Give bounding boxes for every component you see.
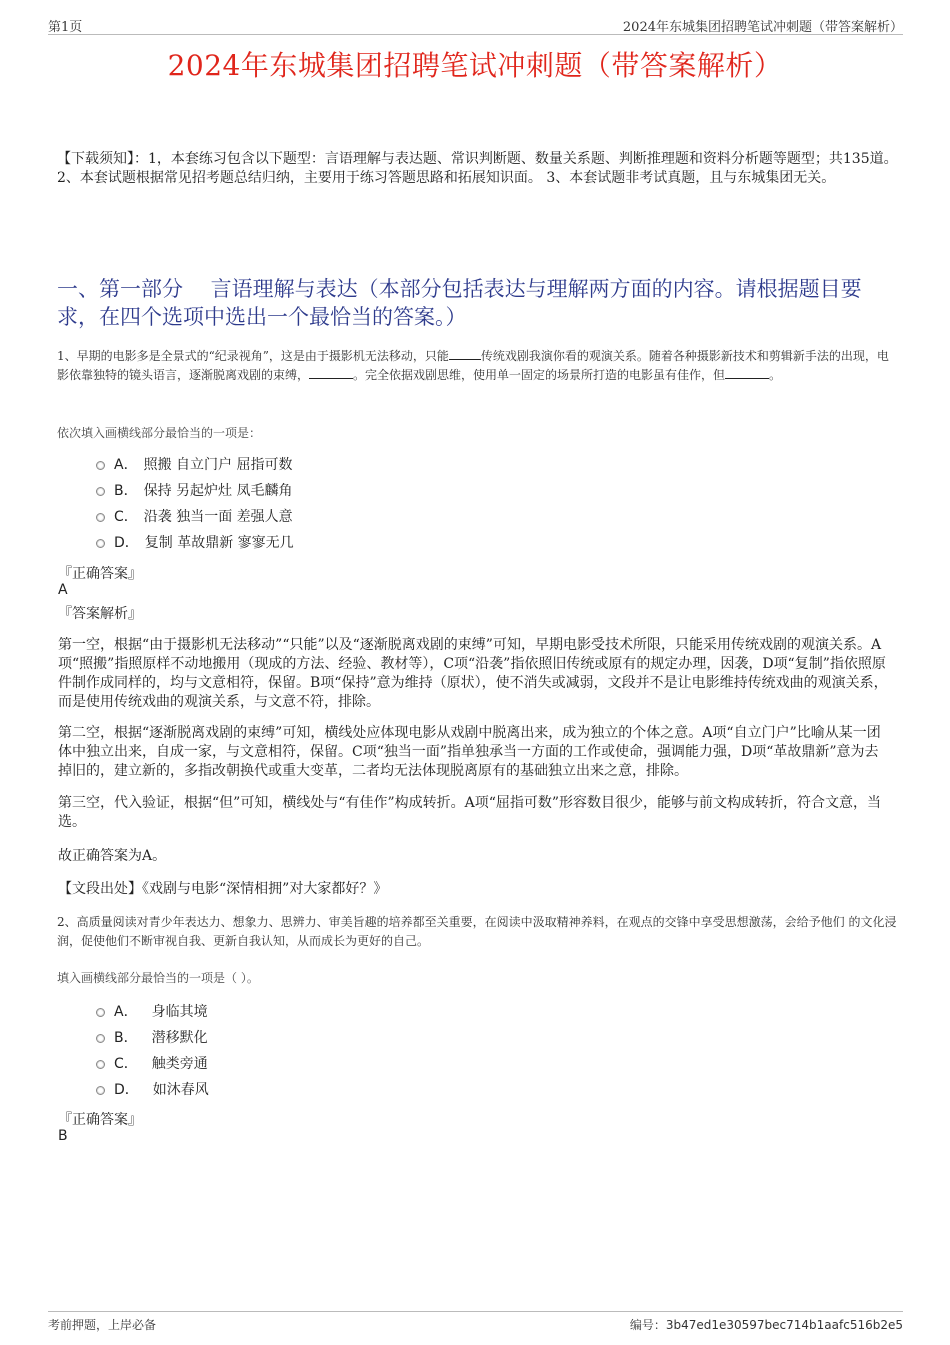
radio-icon[interactable] <box>96 513 105 522</box>
download-notice: 【下载须知】：1，本套练习包含以下题型：言语理解与表达题、常识判断题、数量关系题、判断推理题和资料分析题等题型；共135道。 2、本套试题根据常见招考题总结归纳，主要用于练习答题思路和拓展知识面。 3、本套试题非考试真题，且与东城集团无关。 <box>57 151 898 186</box>
analysis-paragraph-2: 第二空，根据“逐渐脱离戏剧的束缚”可知，横线处应体现电影从戏剧中脱离出来，成为独立的个体之意。A项“自立门户”比喻从某一团体中独立出来，自成一家，与文意相符，保留。C项“独当一面”指单独承当一方面的工作或使命，强调能力强，D项“革故鼎新”意为去掉旧的，建立新的，多指改朝换代或重大变革，二者均无法体现脱离原有的基础独立出来之意，排除。 <box>58 725 881 779</box>
question-1-options <box>96 452 294 556</box>
question-1-instruction: 依次填入画横线部分最恰当的一项是： <box>57 426 262 440</box>
radio-icon[interactable] <box>96 1034 105 1043</box>
option-c[interactable]: C． 沿袭 独当一面 差强人意 <box>96 504 294 530</box>
answer-label-2: 『正确答案』 <box>58 1112 142 1128</box>
radio-icon[interactable] <box>96 1008 105 1017</box>
page-footer <box>48 1311 903 1336</box>
option-d[interactable]: D． 复制 革故鼎新 寥寥无几 <box>96 530 294 556</box>
analysis-paragraph-1: 第一空，根据“由于摄影机无法移动”“只能”以及“逐渐脱离戏剧的束缚”可知，早期电影受技术所限，只能采用传统戏剧的观演关系。A项“照搬”指照原样不动地搬用（现成的方法、经验、教材等），C项“沿袭”指依照旧传统或原有的规定办理，因袭，D项“复制”指依照原件制作成同样的，均与文意相符，保留。B项“保持”意为维持（原状），使不消失或减弱，文段并不是让电影维持传统戏曲的观演关系，而是使用传统戏曲的观演关系，与文意不符，排除。 <box>58 637 888 710</box>
question-2-instruction: 填入画横线部分最恰当的一项是（ ）。 <box>57 971 259 985</box>
section-heading: 一、第一部分 言语理解与表达（本部分包括表达与理解两方面的内容。请根据题目要求，在四个选项中选出一个最恰当的答案。） <box>57 277 862 329</box>
radio-icon[interactable] <box>96 461 105 470</box>
header-doc-title: 2024年东城集团招聘笔试冲刺题（带答案解析） <box>622 20 903 35</box>
document-title: 2024年东城集团招聘笔试冲刺题（带答案解析） <box>167 49 783 82</box>
radio-icon[interactable] <box>96 487 105 496</box>
page-header <box>48 14 903 35</box>
option-a[interactable]: A． 身临其境 <box>96 999 209 1025</box>
answer-label: 『正确答案』 <box>58 566 142 582</box>
blank-1 <box>449 347 481 360</box>
page-number: 第1页 <box>48 20 83 35</box>
radio-icon[interactable] <box>96 1060 105 1069</box>
question-1-stem: 1、早期的电影多是全景式的“纪录视角”，这是由于摄影机无法移动，只能 传统戏剧我演你看的观演关系。随着各种摄影新技术和剪辑新手法的出现，电影依靠独特的镜头语言，逐渐脱离戏剧的束缚， 。完全依据戏剧思维，使用单一固定的场景所打造的电影虽有佳作，但 。 <box>57 349 889 382</box>
answer-value: A <box>58 582 68 598</box>
option-a[interactable]: A． 照搬 自立门户 屈指可数 <box>96 452 294 478</box>
footer-code: 编号：3b47ed1e30597bec714b1aafc516b2e5 <box>629 1318 903 1332</box>
blank-3 <box>725 366 769 379</box>
answer-value-2: B <box>58 1128 68 1144</box>
question-2-options <box>96 999 209 1103</box>
source-citation: 【文段出处】《戏剧与电影“深情相拥”对大家都好？》 <box>58 881 388 897</box>
option-c[interactable]: C． 触类旁通 <box>96 1051 209 1077</box>
option-d[interactable]: D． 如沐春风 <box>96 1077 209 1103</box>
footer-slogan: 考前押题，上岸必备 <box>48 1318 157 1332</box>
analysis-paragraph-3: 第三空，代入验证，根据“但”可知，横线处与“有佳作”构成转折。A项“屈指可数”形容数目很少，能够与前文构成转折，符合文意，当选。 <box>58 795 882 830</box>
analysis-label: 『答案解析』 <box>58 606 142 622</box>
analysis-conclusion: 故正确答案为A。 <box>58 848 167 864</box>
question-2-stem: 2、高质量阅读对青少年表达力、想象力、思辨力、审美旨趣的培养都至关重要，在阅读中汲取精神养料，在观点的交锋中享受思想激荡，会给予他们 的文化浸润，促使他们不断审视自我、更新自我认知，从而成长为更好的自己。 <box>57 915 897 948</box>
option-b[interactable]: B． 潜移默化 <box>96 1025 209 1051</box>
radio-icon[interactable] <box>96 1086 105 1095</box>
blank-2 <box>309 366 353 379</box>
option-b[interactable]: B． 保持 另起炉灶 凤毛麟角 <box>96 478 294 504</box>
radio-icon[interactable] <box>96 539 105 548</box>
